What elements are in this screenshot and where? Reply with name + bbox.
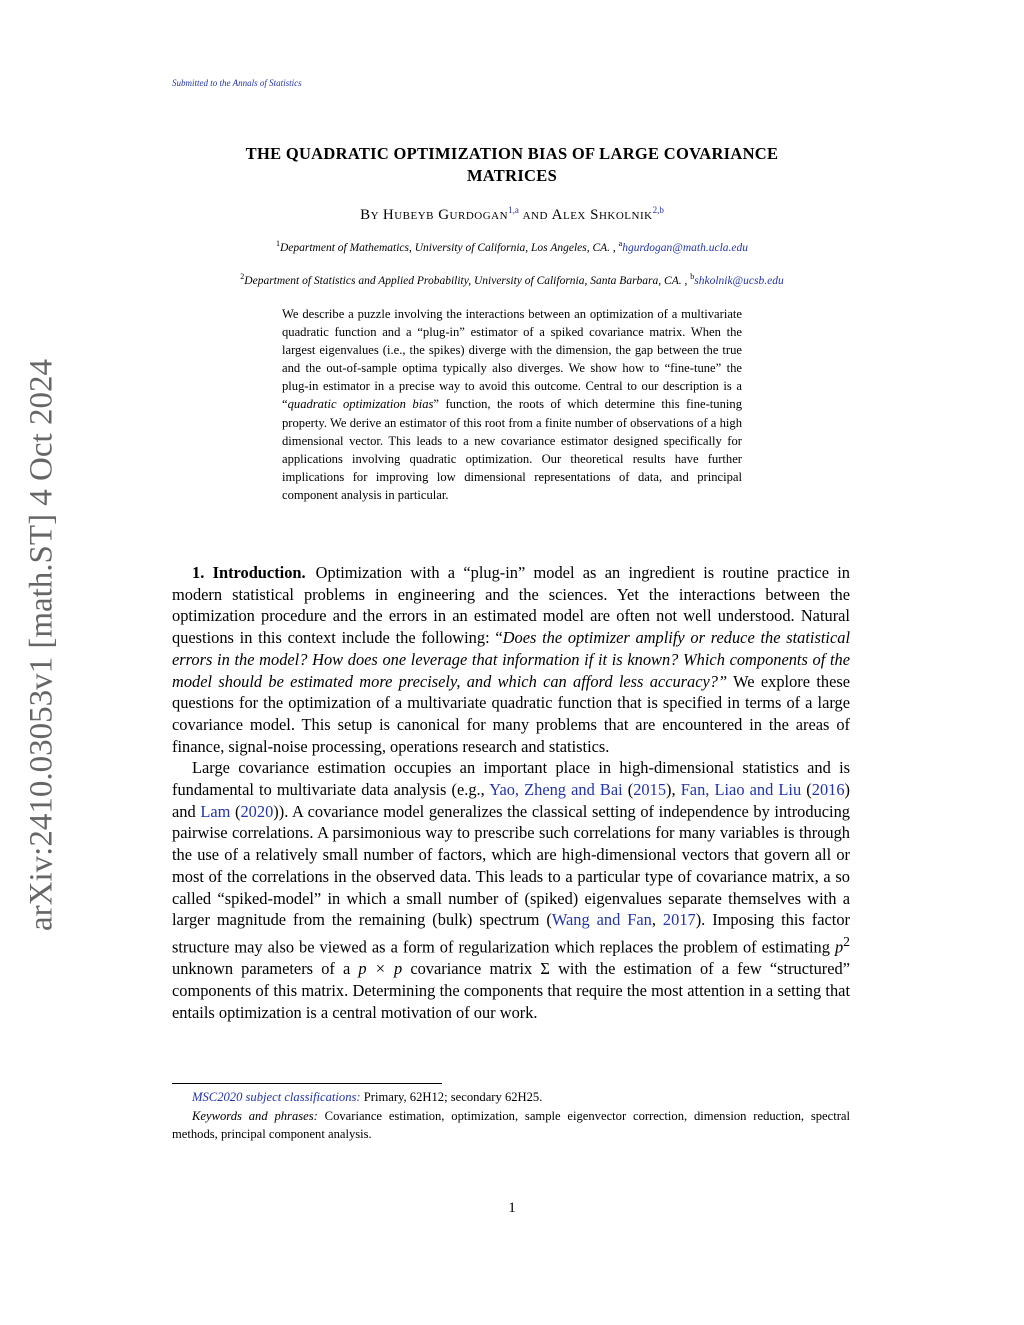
footnotes	[172, 1088, 850, 1144]
citation-lam[interactable]: Lam	[200, 801, 231, 821]
math-p-exponent: 2	[843, 933, 850, 949]
affiliation-2-mail-sup: b	[690, 272, 695, 281]
intro-paragraph-1	[172, 562, 850, 757]
msc-footnote	[172, 1088, 850, 1107]
intro-p2-text-c: ). Imposing this factor structure may also be viewed as a form of regularization which replaces the problem of estimating	[172, 910, 850, 957]
affiliation-1	[0, 239, 1024, 254]
title-line-2: MATRICES	[466, 166, 558, 185]
affiliation-1-mail-sup: a	[618, 239, 623, 248]
intro-p2-text-d: unknown parameters of a	[172, 959, 359, 979]
author-1-name: Hubeyb Gurdogan	[382, 207, 509, 223]
citation-fan[interactable]: Fan, Liao and Liu	[680, 780, 802, 800]
intro-p1-text-a: Optimization with a “plug-in” model as an ingredient is routine practice in modern statistical problems in engineering and the sciences. Yet the interactions between the optimization procedure and the errors in an estimated model are often not well understood. Natural questions in this context include the following: “	[172, 563, 850, 648]
intro-p2-text-e: covariance matrix	[402, 959, 541, 979]
affiliation-1-email-link[interactable]: hgurdogan@math.ucla.edu	[622, 241, 749, 254]
math-sigma: Σ	[540, 959, 550, 979]
affiliation-2-num: 2	[240, 272, 245, 281]
page-number: 1	[508, 1200, 516, 1216]
msc-link[interactable]: MSC2020 subject classifications:	[192, 1090, 361, 1104]
and-word-body: and	[172, 801, 196, 821]
abstract-italic-term: quadratic optimization bias	[287, 397, 434, 412]
affiliation-1-num: 1	[275, 239, 280, 248]
by-word: By	[360, 207, 380, 223]
math-p-by-p: p × p	[358, 959, 403, 979]
citation-wang[interactable]: Wang and Fan	[551, 910, 652, 930]
abstract-text-1: We describe a puzzle involving the interactions between an optimization of a multivariate quadratic function and a “plug-in” estimator of a spiked covariance matrix. When the largest eigenvalues (i.e., the spikes) diverge with the dimension, the gap between the true and the out-of-sample optima typically also diverges. We show how to “fine-tune” the plug-in estimator in a precise way to avoid this outcome. Central to our description is a “	[282, 307, 742, 412]
journal-header-note: Submitted to the Annals of Statistics	[172, 78, 302, 88]
msc-text: Primary, 62H12; secondary 62H25.	[360, 1090, 543, 1104]
keywords-text: Covariance estimation, optimization, sample eigenvector correction, dimension reduction, spectral methods, principal component analysis.	[172, 1108, 850, 1141]
citation-wang-year[interactable]: 2017	[662, 910, 696, 930]
math-p: p	[834, 937, 844, 957]
intro-p2-text-f: with the estimation of a few “structured” components of this matrix. Determining the components that require the most attention in a setting that entails optimization is a central motivation of our work.	[172, 959, 850, 1022]
author-2-sup[interactable]: 2,b	[652, 205, 664, 215]
abstract	[282, 305, 742, 504]
intro-p1-text-b: We explore these questions for the optimization of a multivariate quadratic function that is specified in terms of a large covariance model. This setup is canonical for many problems that are encountered in the areas of finance, signal-noise processing, operations research and statistics.	[172, 671, 850, 756]
section-heading: 1. Introduction.	[192, 563, 306, 582]
intro-paragraph-2: Large covariance estimation occupies an important place in high-dimensional statistics and is fundamental to multivariate data analysis (e.g., Yao, Zheng and Bai (2015), Fan, Liao and Liu (2016) and Lam (2020)). A covariance model generalizes the classical setting of independence by introducing pairwise correlations. A parsimonious way to prescribe such correlations for many variables is through the use of a relatively small number of factors, which are high-dimensional vectors that govern all or most of the correlations in the observed data. This leads to a particular type of covariance matrix, a so called “spiked-model” in which a small number of (spiked) eigenvalues separate themselves with a larger magnitude from the remaining (bulk) spectrum (Wang and Fan, 2017). Imposing this factor structure may also be viewed as a form of regularization which replaces the problem of estimating $p^2$ unknown parameters of a p × p covariance matrix Σ with the estimation of a few “structured” components of this matrix. Determining the components that require the most attention in a setting that entails optimization is a central motivation of our work.	[172, 758, 850, 1022]
paper-title	[172, 143, 852, 187]
author-1-sup[interactable]: 1,a	[508, 205, 519, 215]
title-line-1: THE QUADRATIC OPTIMIZATION BIAS OF LARGE COVARIANCE	[245, 144, 779, 163]
affiliation-2	[0, 272, 1024, 287]
citation-fan-year[interactable]: 2016	[811, 780, 845, 800]
and-word: and	[522, 207, 548, 223]
abstract-text-2: ” function, the roots of which determine this fine-tuning property. We derive an estimator of this root from a finite number of observations of a high dimensional vector. This leads to a new covariance estimator designed specifically for applications involving quadratic optimization. Our theoretical results have further implications for improving low dimensional representations of data, and principal component analysis in particular.	[282, 397, 742, 502]
keywords-label: Keywords and phrases:	[192, 1108, 318, 1123]
intro-p2-text-b: ). A covariance model generalizes the classical setting of independence by introducing pairwise correlations. A parsimonious way to prescribe such correlations for many variables is through the use of a relatively small number of factors, which are high-dimensional vectors that govern all or most of the correlations in the observed data. This leads to a particular type of covariance matrix, a so called “spiked-model” in which a small number of (spiked) eigenvalues separate themselves with a larger magnitude from the remaining (bulk) spectrum (	[172, 801, 850, 930]
intro-p1-questions: Does the optimizer amplify or reduce the statistical errors in the model? How does one leverage that information if it is known? Which components of the model should be estimated more precisely, and which can afford less accuracy?”	[172, 628, 850, 691]
affiliation-1-text: Department of Mathematics, University of California, Los Angeles, CA. ,	[279, 241, 619, 254]
affiliation-2-text: Department of Statistics and Applied Probability, University of California, Santa Barbara, CA. ,	[244, 274, 691, 287]
citation-lam-year[interactable]: 2020	[240, 801, 274, 821]
keywords-footnote	[172, 1107, 850, 1144]
affiliation-2-email-link[interactable]: shkolnik@ucsb.edu	[694, 274, 784, 287]
author-2-name: Alex Shkolnik	[551, 207, 653, 223]
intro-p2-text-a: Large covariance estimation occupies an important place in high-dimensional statistics and is fundamental to multivariate data analysis (e.g.,	[172, 758, 850, 800]
citation-yao-year[interactable]: 2015	[633, 780, 667, 800]
author-line	[172, 205, 852, 224]
footnote-divider	[172, 1083, 442, 1084]
introduction-section	[172, 562, 850, 1023]
citation-yao[interactable]: Yao, Zheng and Bai	[489, 780, 623, 800]
arxiv-side-stamp: arXiv:2410.03053v1 [math.ST] 4 Oct 2024	[23, 359, 60, 931]
